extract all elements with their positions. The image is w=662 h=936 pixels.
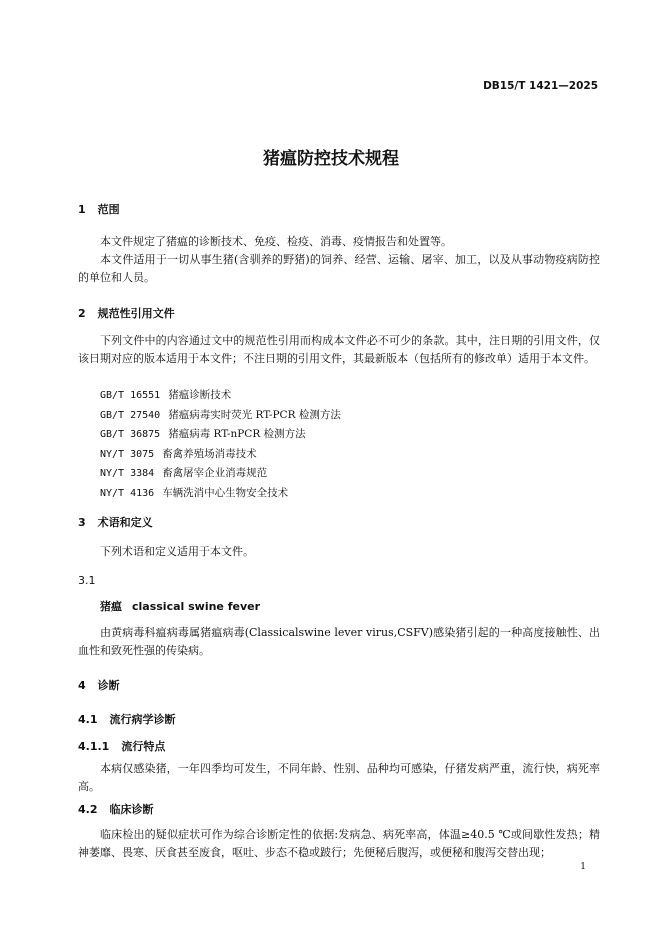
clause-3-1-number: 3.1 [78,574,96,587]
term-entry [100,598,260,614]
page-number: 1 [580,862,586,872]
section-4-1-1-heading [78,738,165,754]
reference-name: 猪瘟诊断技术 [168,389,232,401]
section-title: 流行病学诊断 [109,713,176,726]
document-title: 猪瘟防控技术规程 [263,149,399,169]
section-4-1-heading [78,711,176,727]
reference-item [100,445,341,465]
reference-code: GB/T 27540 [100,409,161,421]
reference-name: 车辆洗消中心生物安全技术 [162,486,289,499]
reference-code: NY/T 4136 [100,487,155,499]
section-title: 术语和定义 [97,516,153,529]
section-title: 诊断 [97,679,120,692]
section-number: 4.1.1 [78,740,110,753]
section-4-heading [78,677,120,693]
section-title: 范围 [97,203,120,216]
reference-name: 猪瘟病毒实时荧光 RT-PCR 检测方法 [168,408,341,421]
section-4-2-heading [78,801,154,817]
section-title: 规范性引用文件 [97,307,175,320]
section-number: 1 [78,203,86,216]
reference-item [100,406,341,426]
section-number: 3 [78,516,86,529]
section-number: 4 [78,679,86,692]
document-code: DB15/T 1421—2025 [483,80,598,92]
section-2-heading [78,305,175,321]
reference-code: GB/T 16551 [100,390,161,401]
reference-code: GB/T 36875 [100,429,161,440]
reference-item [100,484,341,504]
section-title: 流行特点 [121,740,166,753]
reference-item [100,425,341,445]
term-english: classical swine fever [132,600,261,613]
reference-name: 畜禽养殖场消毒技术 [162,447,257,460]
reference-list [100,386,341,503]
reference-name: 猪瘟病毒 RT-nPCR 检测方法 [168,428,306,440]
references-intro-paragraph: 下列文件中的内容通过文中的规范性引用而构成本文件必不可少的条款。其中，注日期的引用文件，仅该日期对应的版本适用于本文件；不注日期的引用文件，其最新版本（包括所有的修改单）适用于本文件。 [78,334,600,365]
reference-name: 畜禽屠宰企业消毒规范 [162,467,268,479]
section-title: 临床诊断 [109,803,154,816]
scope-paragraph-2: 本文件适用于一切从事生猪(含驯养的野猪)的饲养、经营、运输、屠宰、加工，以及从事动物疫病防控的单位和人员。 [78,253,600,284]
scope-paragraph-1: 本文件规定了猪瘟的诊断技术、免疫、检疫、消毒、疫情报告和处置等。 [100,235,452,248]
section-3-heading [78,514,153,530]
section-number: 4.2 [78,803,98,816]
epidemiology-paragraph: 本病仅感染猪，一年四季均可发生，不同年龄、性别、品种均可感染，仔猪发病严重，流行快，病死率高。 [78,762,600,793]
section-number: 2 [78,307,86,320]
reference-item [100,464,341,484]
section-number: 4.1 [78,713,98,726]
section-1-heading [78,201,120,217]
reference-item [100,386,341,406]
term-definition-paragraph: 由黄病毒科瘟病毒属猪瘟病毒(Classicalswine lever virus,CSFV)感染猪引起的一种高度接触性、出血性和致死性强的传染病。 [78,626,600,657]
reference-code: NY/T 3075 [100,448,155,460]
term-chinese: 猪瘟 [100,600,122,613]
clinical-diagnosis-paragraph: 临床检出的疑似症状可作为综合诊断定性的依据:发病急、病死率高，体温≥40.5 ℃或间歇性发热；精神萎靡、畏寒、厌食甚至废食，呕吐、步态不稳或跛行；先便秘后腹泻，或便秘和腹泻交替出现； [78,828,600,859]
terms-intro-paragraph: 下列术语和定义适用于本文件。 [100,545,254,558]
reference-code: NY/T 3384 [100,468,155,479]
